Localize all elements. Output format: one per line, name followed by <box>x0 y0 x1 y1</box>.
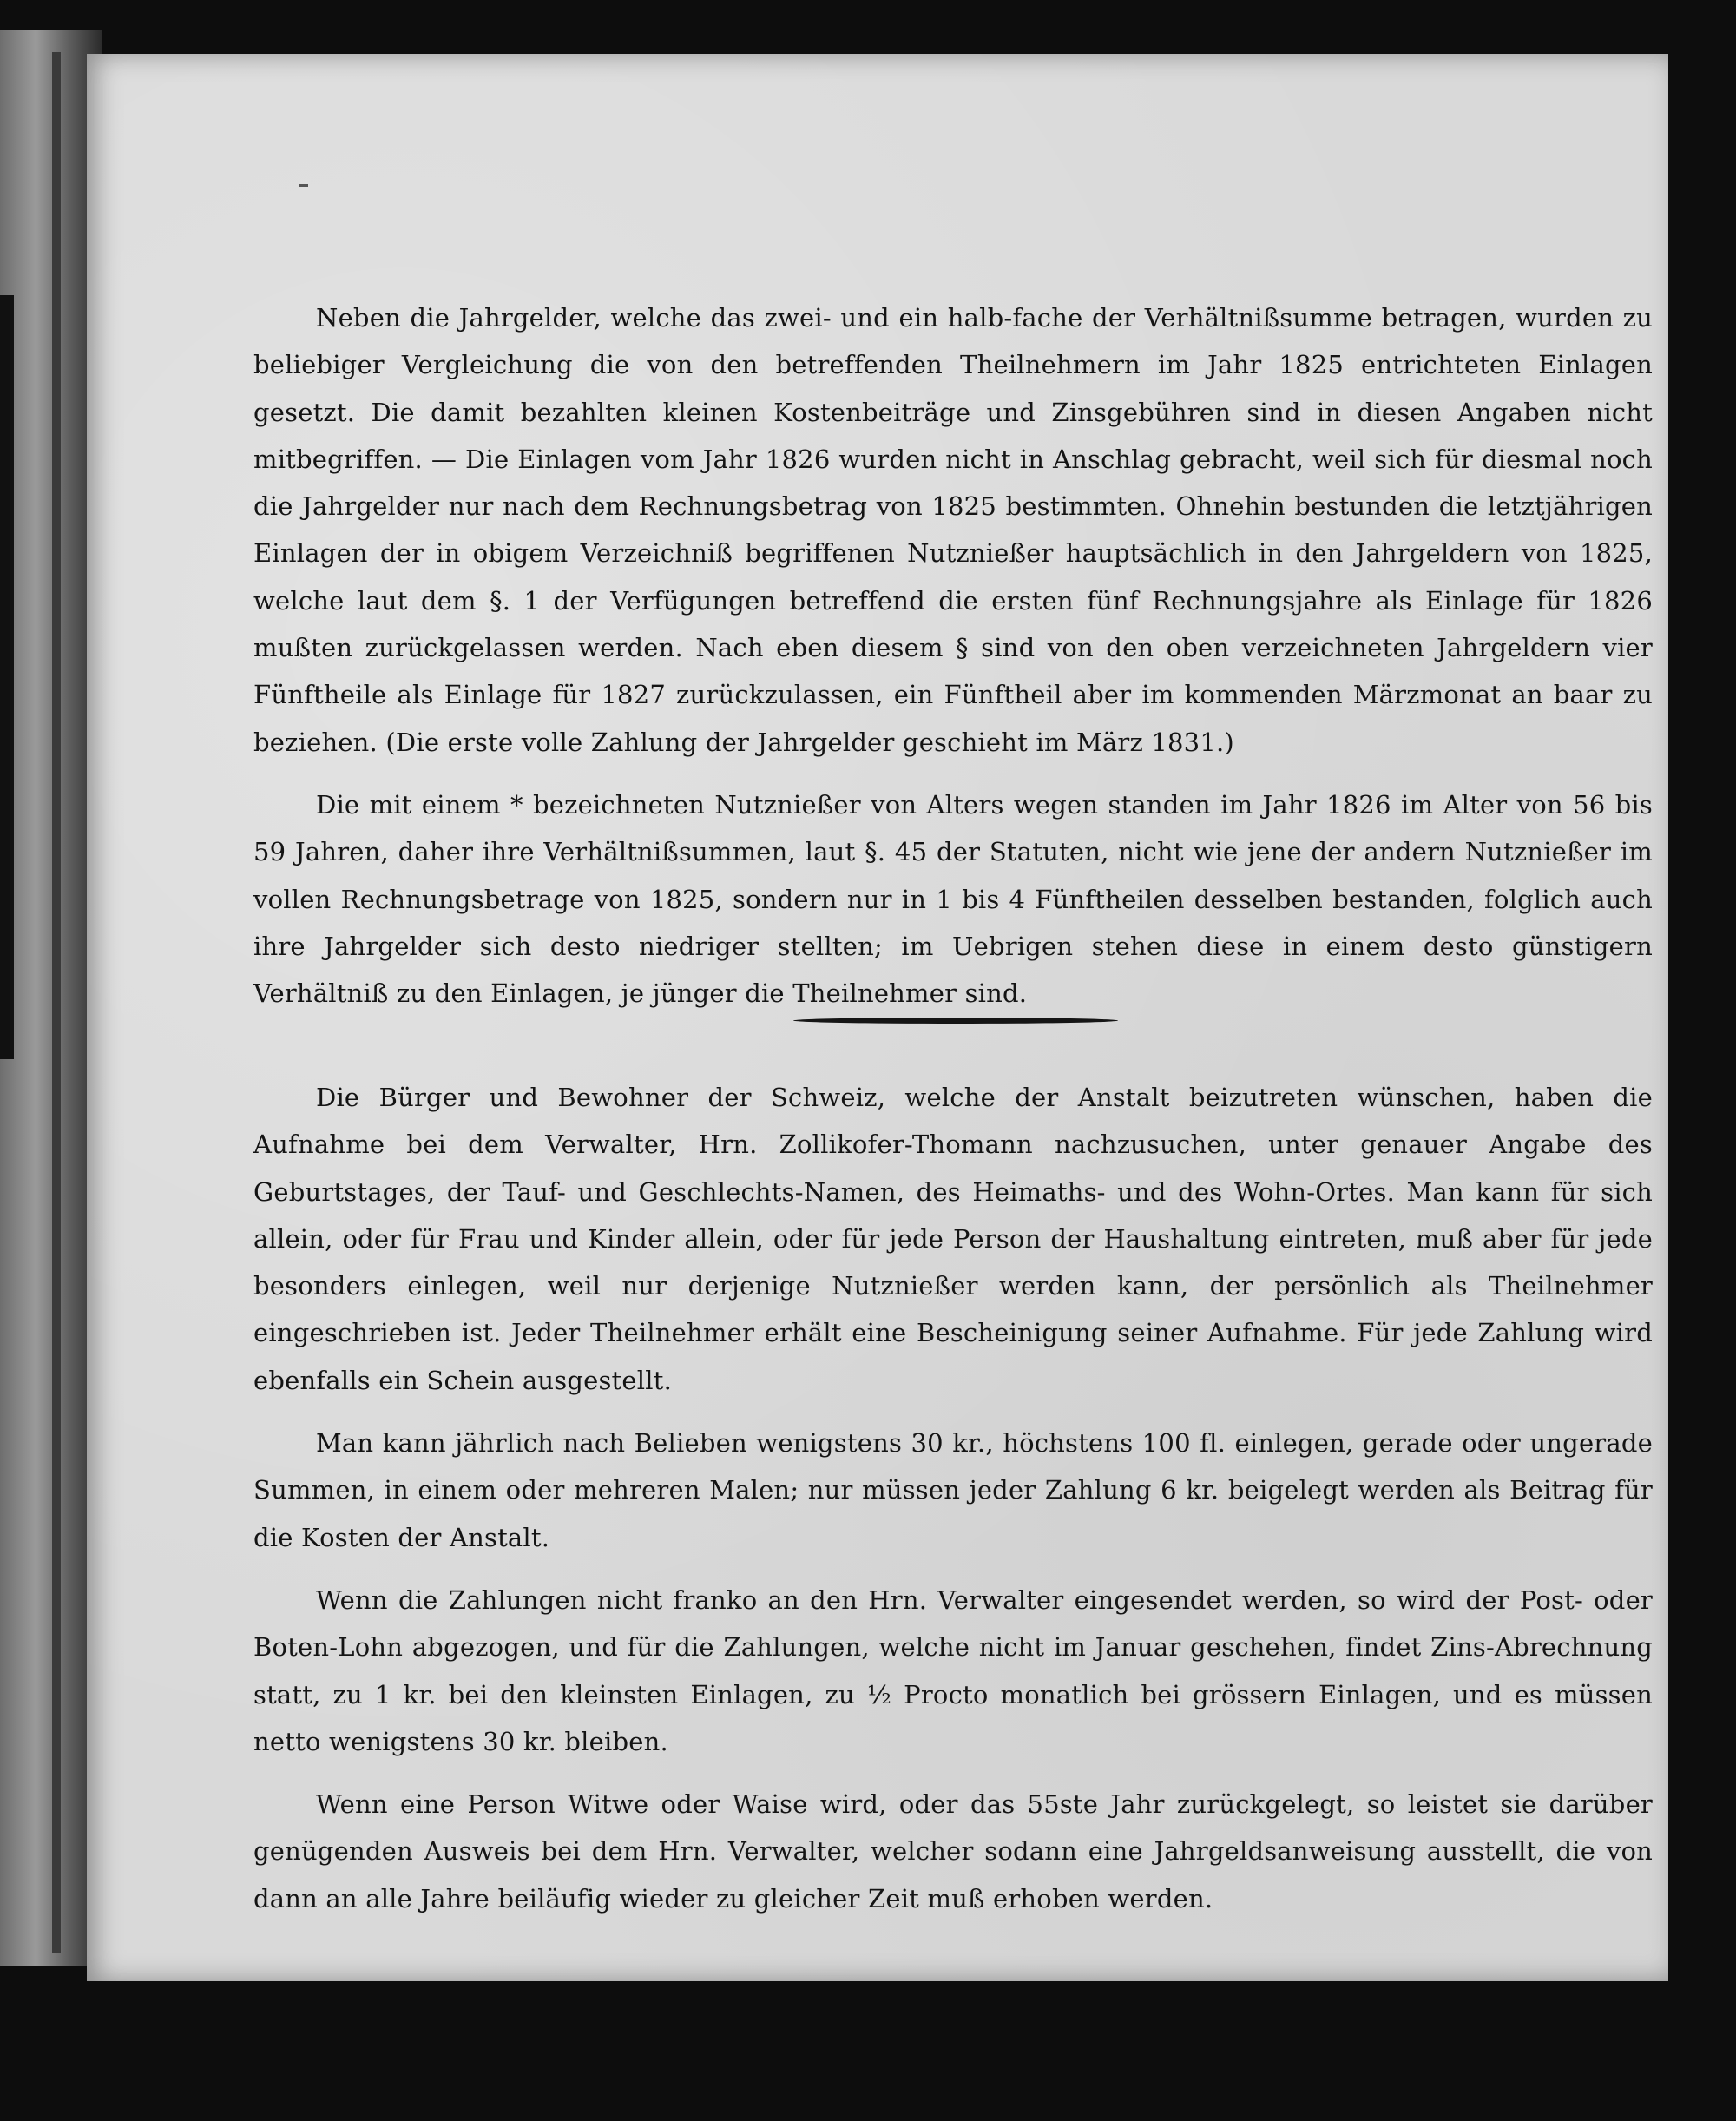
adjacent-page-block <box>0 295 14 1059</box>
paragraph-aufnahme: Die Bürger und Bewohner der Schweiz, welche der Anstalt beizutreten wünschen, haben die Aufnahme bei dem Verwalter, Hrn. Zollikofer-Thomann nachzusuchen, unter genauer Angabe des Geburtstages, der Tauf- und Geschlechts-Namen, des Heimaths- und des Wohn-Ortes. Man kann für sich allein, oder für Frau und Kinder allein, oder für jede Person der Haushaltung eintreten, muß aber für jede besonders einlegen, weil nur derjenige Nutznießer werden kann, der persönlich als Theilnehmer eingeschrieben ist. Jeder Theilnehmer erhält eine Bescheinigung seiner Aufnahme. Für jede Zahlung wird ebenfalls ein Schein ausgestellt. <box>253 1083 1653 1395</box>
section-divider <box>793 1018 1118 1024</box>
section-top <box>253 294 1653 1017</box>
paragraph-zahlungen: Wenn die Zahlungen nicht franko an den Hrn. Verwalter eingesendet werden, so wird der Post- oder Boten-Lohn abgezogen, und für die Zahlungen, welche nicht im Januar geschehen, findet Zins-Abrechnung statt, zu 1 kr. bei den kleinsten Einlagen, zu ½ Procto monatlich bei grössern Einlagen, und es müssen netto wenigstens 30 kr. bleiben. <box>253 1584 1653 1756</box>
ink-speck <box>299 184 308 187</box>
paragraph-einlagen: Man kann jährlich nach Belieben wenigstens 30 kr., höchstens 100 fl. einlegen, gerade oder ungerade Summen, in einem oder mehreren Malen; nur müssen jeder Zahlung 6 kr. beigelegt werden als Beitrag für die Kosten der Anstalt. <box>253 1428 1653 1552</box>
paragraph-nutzniesser-alter: Die mit einem * bezeichneten Nutznießer von Alters wegen standen im Jahr 1826 im Alter von 56 bis 59 Jahren, daher ihre Verhältnißsummen, laut §. 45 der Statuten, nicht wie jene der andern Nutznießer im vollen Rechnungsbetrage von 1825, sondern nur in 1 bis 4 Fünftheilen desselben bestanden, folglich auch ihre Jahrgelder sich desto niedriger stellten; im Uebrigen stehen diese in einem desto günstigern Verhältniß zu den Einlagen, je jünger die Theilnehmer sind. <box>253 789 1653 1009</box>
book-spine-shadow <box>52 52 61 1953</box>
document-page <box>87 54 1668 1981</box>
paragraph-witwe-waise: Wenn eine Person Witwe oder Waise wird, oder das 55ste Jahr zurückgelegt, so leistet sie darüber genügenden Ausweis bei dem Hrn. Verwalter, welcher sodann eine Jahrgeldsanweisung ausstellt, die von dann an alle Jahre beiläufig wieder zu gleicher Zeit muß erhoben werden. <box>253 1789 1653 1914</box>
section-bottom <box>253 1074 1653 1922</box>
paragraph-jahrgelder: Neben die Jahrgelder, welche das zwei- und ein halb-fache der Verhältnißsumme betragen, wurden zu beliebiger Vergleichung die von den betreffenden Theilnehmern im Jahr 1825 entrichteten Einlagen gesetzt. Die damit bezahlten kleinen Kostenbeiträge und Zinsgebühren sind in diesen Angaben nicht mitbegriffen. — Die Einlagen vom Jahr 1826 wurden nicht in Anschlag gebracht, weil sich für diesmal noch die Jahrgelder nur nach dem Rechnungsbetrag von 1825 bestimmten. Ohnehin bestunden die letztjährigen Einlagen der in obigem Verzeichniß begriffenen Nutznießer hauptsächlich in den Jahrgeldern von 1825, welche laut dem §. 1 der Verfügungen betreffend die ersten fünf Rechnungsjahre als Einlage für 1826 mußten zurückgelassen werden. Nach eben diesem § sind von den oben verzeichneten Jahrgeldern vier Fünftheile als Einlage für 1827 zurückzulassen, ein Fünftheil aber im kommenden Märzmonat an baar zu beziehen. (Die erste volle Zahlung der Jahrgelder geschieht im März 1831.) <box>253 303 1653 757</box>
